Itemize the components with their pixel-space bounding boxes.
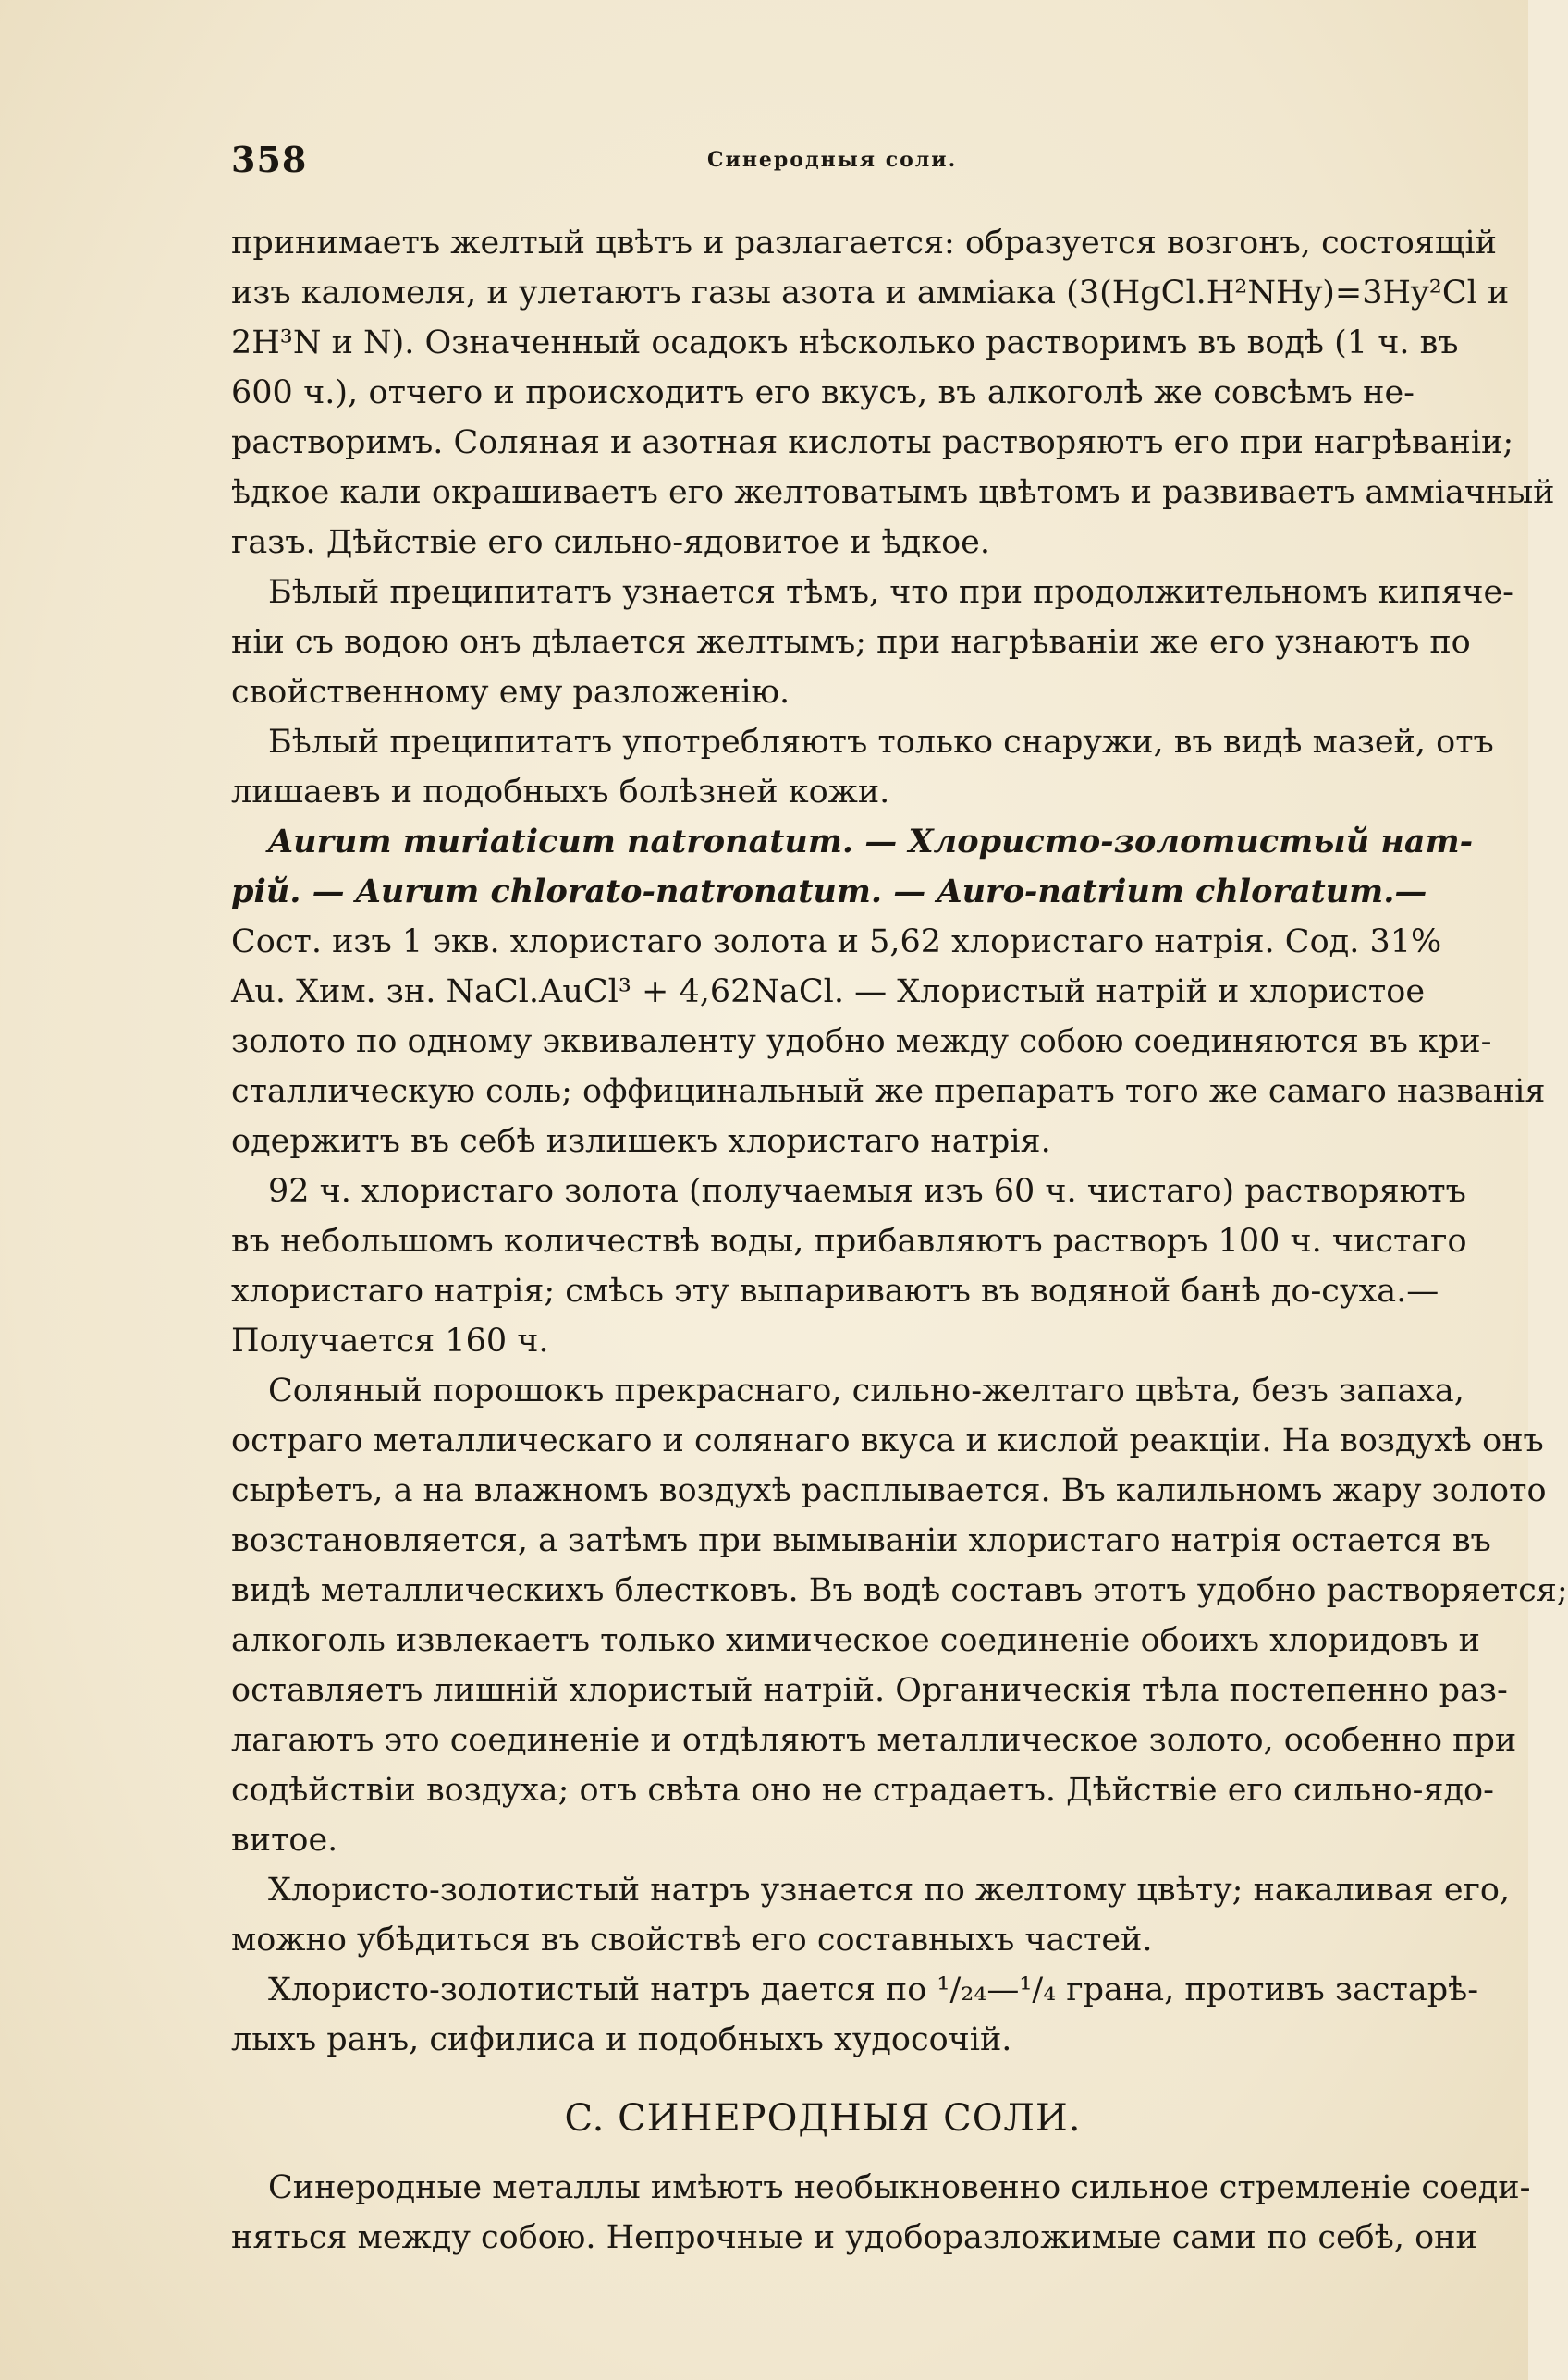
text-line: 2H³N и N). Означенный осадокъ нѣсколько растворимъ въ водѣ (1 ч. въ — [231, 324, 1459, 361]
text-line: лыхъ ранъ, сифилиса и подобныхъ худосочій. — [231, 2021, 1012, 2058]
text-line: оставляетъ лишній хлористый натрій. Органическія тѣла постепенно раз- — [231, 1672, 1508, 1709]
text-line: растворимъ. Соляная и азотная кислоты растворяютъ его при нагрѣваніи; — [231, 424, 1514, 461]
text-line: Бѣлый преципитатъ узнается тѣмъ, что при продолжительномъ кипяче- — [268, 574, 1514, 611]
text-line: Сост. изъ 1 экв. хлористаго золота и 5,62 хлористаго натрія. Сод. 31% — [231, 923, 1442, 960]
text-line: содѣйствіи воздуха; отъ свѣта оно не страдаетъ. Дѣйствіе его сильно-ядо- — [231, 1772, 1494, 1809]
text-line: хлористаго натрія; смѣсь эту выпариваютъ въ водяной банѣ до-суха.— — [231, 1273, 1439, 1310]
section-heading: C. СИНЕРОДНЫЯ СОЛИ. — [564, 2097, 1082, 2140]
text-line: 600 ч.), отчего и происходитъ его вкусъ, въ алкоголѣ же совсѣмъ не- — [231, 374, 1415, 411]
text-line: одержитъ въ себѣ излишекъ хлористаго натрія. — [231, 1123, 1051, 1160]
running-title: Синеродныя соли. — [707, 148, 958, 172]
text-line: Хлористо-золотистый натръ узнается по желтому цвѣту; накаливая его, — [268, 1872, 1511, 1909]
text-line: газъ. Дѣйствіе его сильно-ядовитое и ѣдкое. — [231, 524, 990, 561]
text-line: ніи съ водою онъ дѣлается желтымъ; при нагрѣваніи же его узнаютъ по — [231, 624, 1471, 661]
text-line: возстановляется, а затѣмъ при вымываніи хлористаго натрія остается въ — [231, 1522, 1491, 1559]
text-line: можно убѣдиться въ свойствѣ его составныхъ частей. — [231, 1922, 1153, 1959]
text-line: золото по одному эквиваленту удобно между собою соединяются въ кри- — [231, 1023, 1492, 1060]
text-line: алкоголь извлекаетъ только химическое соединеніе обоихъ хлоридовъ и — [231, 1622, 1480, 1659]
text-line: сталлическую соль; оффицинальный же препаратъ того же самаго названія — [231, 1073, 1546, 1110]
entry-title-line: Aurum muriaticum natronatum. — Хлористо-золотистый нат- — [268, 823, 1474, 860]
text-line: сырѣетъ, а на влажномъ воздухѣ расплывается. Въ калильномъ жару золото — [231, 1472, 1547, 1509]
text-line: изъ каломеля, и улетаютъ газы азота и амміака (3(HgCl.H²NHy)=3Hy²Cl и — [231, 275, 1510, 311]
text-line: Получается 160 ч. — [231, 1323, 549, 1360]
text-line: Au. Хим. зн. NaCl.AuCl³ + 4,62NaCl. — Хлористый натрій и хлористое — [231, 973, 1426, 1010]
page-number: 358 — [231, 139, 308, 180]
text-line: видѣ металлическихъ блестковъ. Въ водѣ составъ этотъ удобно растворяется; — [231, 1572, 1568, 1609]
text-line: Соляный порошокъ прекраснаго, сильно-желтаго цвѣта, безъ запаха, — [268, 1373, 1464, 1410]
text-line: витое. — [231, 1822, 338, 1859]
text-line: ѣдкое кали окрашиваетъ его желтоватымъ цвѣтомъ и развиваетъ амміачный — [231, 474, 1555, 511]
text-line: принимаетъ желтый цвѣтъ и разлагается: образуется возгонъ, состоящій — [231, 225, 1497, 262]
text-line: въ небольшомъ количествѣ воды, прибавляютъ растворъ 100 ч. чистаго — [231, 1223, 1467, 1260]
text-line: лагаютъ это соединеніе и отдѣляютъ металлическое золото, особенно при — [231, 1722, 1517, 1759]
entry-title-line: рій. — Aurum chlorato-natronatum. — Auro-natrium chloratum.— — [231, 873, 1427, 910]
text-line: 92 ч. хлористаго золота (получаемыя изъ 60 ч. чистаго) растворяютъ — [268, 1173, 1466, 1210]
text-line: Хлористо-золотистый натръ дается по ¹/₂₄—¹/₄ грана, противъ застарѣ- — [268, 1971, 1479, 2008]
text-line: Бѣлый преципитатъ употребляютъ только снаружи, въ видѣ мазей, отъ — [268, 724, 1494, 761]
text-line: остраго металлическаго и солянаго вкуса и кислой реакціи. На воздухѣ онъ — [231, 1422, 1544, 1459]
text-line: лишаевъ и подобныхъ болѣзней кожи. — [231, 774, 890, 811]
text-line: свойственному ему разложенію. — [231, 674, 790, 711]
text-line: няться между собою. Непрочные и удоборазложимые сами по себѣ, они — [231, 2219, 1477, 2256]
running-head — [231, 139, 1415, 194]
body-text — [231, 218, 1568, 2263]
text-line: Синеродные металлы имѣютъ необыкновенно сильное стремленіе соеди- — [268, 2169, 1531, 2206]
